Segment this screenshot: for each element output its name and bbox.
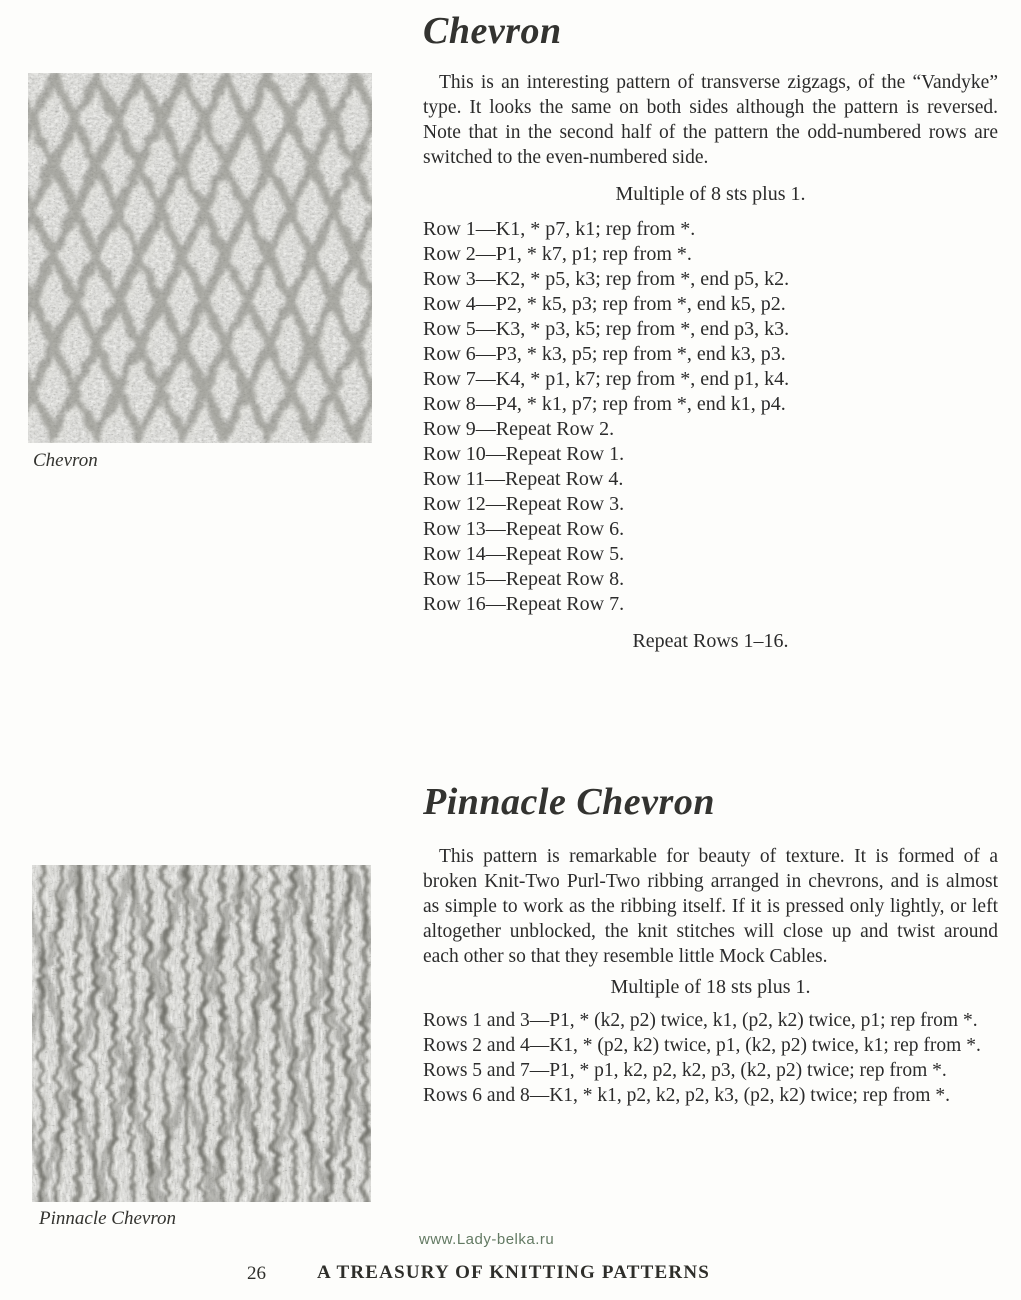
pattern-row: Row 11—Repeat Row 4. — [423, 468, 624, 490]
pattern-row: Row 8—P4, * k1, p7; rep from *, end k1, p4. — [423, 393, 786, 415]
chevron-heading: Chevron — [423, 10, 562, 52]
pattern-row: Row 13—Repeat Row 6. — [423, 518, 625, 540]
pattern-row: Row 15—Repeat Row 8. — [423, 568, 625, 590]
footer-page-number: 26 — [247, 1263, 266, 1284]
pattern-row: Row 3—K2, * p5, k3; rep from *, end p5, k2. — [423, 268, 790, 290]
pattern-row: Row 4—P2, * k5, p3; rep from *, end k5, p2. — [423, 293, 786, 315]
chevron-figure — [28, 73, 372, 443]
chevron-multiple-note: Multiple of 8 sts plus 1. — [615, 183, 806, 205]
pinnacle-figure-caption: Pinnacle Chevron — [39, 1208, 177, 1229]
pinnacle-figure — [32, 865, 371, 1202]
pattern-row: Rows 6 and 8—K1, * k1, p2, k2, p2, k3, (p2, k2) twice; rep from *. — [423, 1085, 950, 1106]
chevron-section — [423, 8, 998, 654]
footer-book-title: A TREASURY OF KNITTING PATTERNS — [317, 1262, 711, 1283]
pattern-row: Row 7—K4, * p1, k7; rep from *, end p1, k4. — [423, 368, 790, 390]
pinnacle-rows-list — [423, 1008, 998, 1108]
pattern-row: Row 9—Repeat Row 2. — [423, 418, 615, 440]
pattern-row: Row 12—Repeat Row 3. — [423, 493, 625, 515]
chevron-intro-paragraph: This is an interesting pattern of transverse zigzags, of the “Vandyke” type. It looks the same on both sides although the pattern is reversed. Note that in the second half of the pattern the odd-numbered rows are switched to the even-numbered side. — [423, 72, 998, 168]
chevron-repeat-note: Repeat Rows 1–16. — [632, 630, 789, 652]
pattern-row: Rows 1 and 3—P1, * (k2, p2) twice, k1, (p2, k2) twice, p1; rep from *. — [423, 1010, 978, 1031]
pattern-row: Row 14—Repeat Row 5. — [423, 543, 625, 565]
pattern-row: Row 6—P3, * k3, p5; rep from *, end k3, p3. — [423, 343, 786, 365]
pattern-row: Row 16—Repeat Row 7. — [423, 593, 625, 615]
watermark-url-text: www.Lady-belka.ru — [419, 1231, 555, 1248]
chevron-figure-caption: Chevron — [33, 450, 98, 471]
chevron-swatch-photo — [28, 73, 372, 443]
pattern-row: Row 5—K3, * p3, k5; rep from *, end p3, k3. — [423, 318, 790, 340]
pattern-row: Row 10—Repeat Row 1. — [423, 443, 625, 465]
pinnacle-intro-paragraph: This pattern is remarkable for beauty of texture. It is formed of a broken Knit-Two Purl-Two ribbing arranged in chevrons, and is almost as simple to work as the ribbing itself. If it is pressed only lightly, or left altogether unblocked, the knit stitches will close up and twist around each other so that they resemble little Mock Cables. — [423, 846, 998, 967]
pattern-row: Row 1—K1, * p7, k1; rep from *. — [423, 218, 696, 240]
pinnacle-section — [423, 779, 998, 1108]
pattern-row: Rows 2 and 4—K1, * (p2, k2) twice, p1, (k2, p2) twice, k1; rep from *. — [423, 1035, 981, 1056]
pinnacle-heading: Pinnacle Chevron — [423, 781, 715, 823]
chevron-rows-list — [423, 217, 998, 617]
pattern-row: Row 2—P1, * k7, p1; rep from *. — [423, 243, 692, 265]
pinnacle-swatch-photo — [32, 865, 371, 1202]
pinnacle-multiple-note: Multiple of 18 sts plus 1. — [610, 976, 811, 998]
pattern-row: Rows 5 and 7—P1, * p1, k2, p2, k2, p3, (k2, p2) twice; rep from *. — [423, 1060, 947, 1081]
